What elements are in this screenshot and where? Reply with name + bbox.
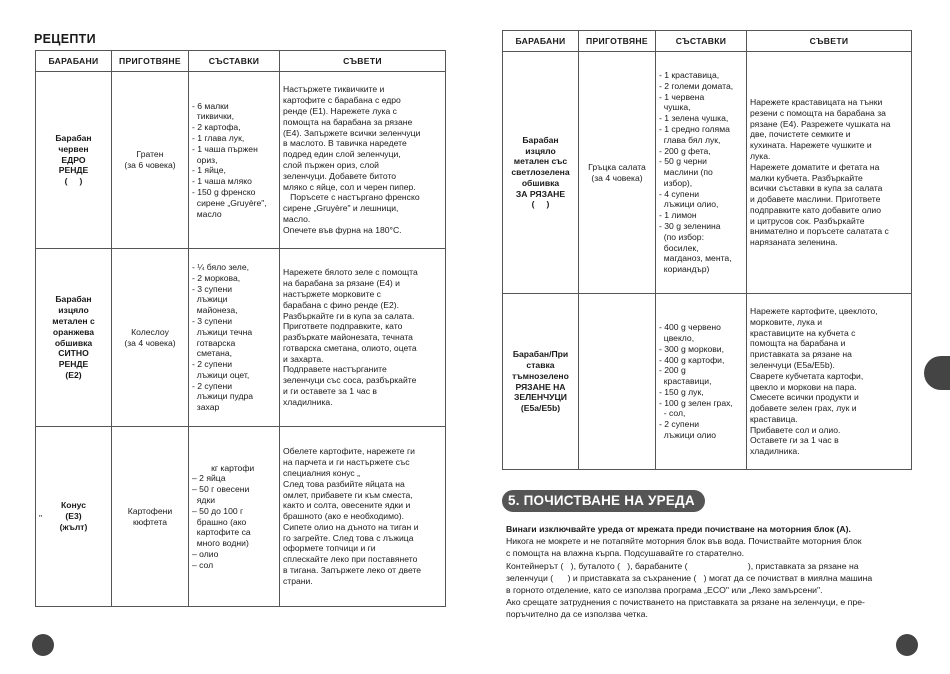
preparation-cell: Гратен (за 6 човека) bbox=[112, 72, 189, 249]
ingredients-cell: кг картофи – 2 яйца – 50 г овесени ядки – 50 до 100 г брашно (ако картофите са много водни) – олио – сол bbox=[189, 427, 280, 607]
cleaning-line: с помощта на влажна кърпа. Подсушавайте го старателно. bbox=[506, 548, 745, 559]
preparation-cell: Колеслоу (за 4 човека) bbox=[112, 249, 189, 427]
cleaning-line: в горното отделение, като се използва програма „ECO" или „Леко замърсени". bbox=[506, 585, 823, 596]
ingredients-cell: - 6 малки тиквички, - 2 картофа, - 1 глава лук, - 1 чаша пържен ориз, - 1 яйце, - 1 чаша мляко - 150 g френско сирене „Gruyère", масло bbox=[189, 72, 280, 249]
drum-cell: Барабан изцяло метален с оранжева обшивка СИТНО РЕНДЕ (E2) bbox=[36, 249, 112, 427]
header-tips: СЪВЕТИ bbox=[280, 51, 446, 72]
cleaning-line: Никога не мокрете и не потапяйте моторния блок във вода. Почиствайте моторния блок bbox=[506, 536, 862, 547]
header-preparation: ПРИГОТВЯНЕ bbox=[112, 51, 189, 72]
header-preparation: ПРИГОТВЯНЕ bbox=[579, 31, 656, 52]
header-ingredients: СЪСТАВКИ bbox=[189, 51, 280, 72]
recipes-table-right bbox=[502, 30, 912, 470]
table-row bbox=[36, 427, 446, 607]
recipes-table-left bbox=[35, 50, 446, 607]
header-tips: СЪВЕТИ bbox=[747, 31, 912, 52]
cleaning-instructions bbox=[506, 523, 916, 621]
ingredients-cell: - 1 краставица, - 2 големи домата, - 1 червена чушка, - 1 зелена чушка, - 1 средно голяма глава бял лук, - 200 g фета, - 50 g черни маслини (по избор), - 4 супени лъжици олио, - 1 лимон - 30 g зеленина (по избор: босилек, магданоз, мента, кориандър) bbox=[656, 52, 747, 294]
drum-cell: Барабан червен ЕДРО РЕНДЕ ( ) bbox=[36, 72, 112, 249]
page-title: РЕЦЕПТИ bbox=[34, 32, 96, 46]
header-drums: БАРАБАНИ bbox=[36, 51, 112, 72]
cleaning-line: Ако срещате затруднения с почистването на приставката за рязане на зеленчуци, е пре- bbox=[506, 597, 865, 608]
preparation-cell bbox=[579, 294, 656, 470]
cleaning-warning: Винаги изключвайте уреда от мрежата преди почистване на моторния блок (A). bbox=[506, 524, 851, 534]
cleaning-line: Контейнерът ( ), буталото ( ), барабаните ( ), приставката за рязане на bbox=[506, 560, 859, 571]
table-row bbox=[503, 52, 912, 294]
cleaning-line: поръчително да се използва четка. bbox=[506, 609, 648, 620]
drum-cell: Барабан/При ставка тъмнозелено РЯЗАНЕ НА ЗЕЛЕНЧУЦИ (E5a/E5b) bbox=[503, 294, 579, 470]
tips-cell: Нарежете картофите, цвеклото, морковите, лука и краставиците на кубчета с помощта на барабана и приставката за рязане на зеленчуци (E5a/E5b). Сварете кубчетата картофи, цвекло и моркови на пара. Смесете всички продукти и добавете зелен грах, лук и краставица. Прибавете сол и олио. Оставете ги за 1 час в хладилника. bbox=[747, 294, 912, 470]
cleaning-line: зеленчуци ( ) и приставката за съхранение ( ) могат да се почистват в миялна машина bbox=[506, 572, 873, 583]
table-row bbox=[503, 294, 912, 470]
tips-cell: Нарежете краставицата на тънки резени с помощта на барабана за рязане (E4). Разрежете чушката на две, почистете семките и кухината. Нарежете чушките и лука. Нарежете доматите и фетата на малки кубчета. Разбъркайте всички съставки в купа за салата и добавете маслини. Пригответе подправките като добавите олио и цитрусов сок. Разбъркайте внимателно и поръсете салатата с нарязаната зеленина. bbox=[747, 52, 912, 294]
drum-cell: " Конус (E3) (жълт) bbox=[36, 427, 112, 607]
preparation-cell: Картофени кюфтета bbox=[112, 427, 189, 607]
ingredients-cell: - 400 g червено цвекло, - 300 g моркови, - 400 g картофи, - 200 g краставици, - 150 g лук, - 100 g зелен грах, - сол, - 2 супени лъжици олио bbox=[656, 294, 747, 470]
preparation-cell: Гръцка салата (за 4 човека) bbox=[579, 52, 656, 294]
table-row bbox=[36, 72, 446, 249]
tips-cell: Обелете картофите, нарежете ги на парчета и ги настържете със специалния конус „ След това разбийте яйцата на омлет, прибавете ги към сместа, както и солта, овесените ядки и брашното (ако е необходимо). Сипете олио на дъното на тиган и го загрейте. След това с лъжица оформете топчици и ги сплескайте леко при поставянето в тигана. Запържете леко от двете страни. bbox=[280, 427, 446, 607]
ingredients-cell: - ¼ бяло зеле, - 2 моркова, - 3 супени лъжици майонеза, - 3 супени лъжици течна готварска сметана, - 2 супени лъжици оцет, - 2 супени лъжици пудра захар bbox=[189, 249, 280, 427]
quote-mark: " bbox=[39, 513, 43, 523]
page-marker-right bbox=[896, 634, 918, 656]
section-title: 5. ПОЧИСТВАНЕ НА УРЕДА bbox=[502, 490, 705, 512]
drum-cell: Барабан изцяло метален със светлозелена обшивка ЗА РЯЗАНЕ ( ) bbox=[503, 52, 579, 294]
page-marker-left bbox=[32, 634, 54, 656]
page-tab-marker bbox=[924, 356, 950, 390]
header-ingredients: СЪСТАВКИ bbox=[656, 31, 747, 52]
tips-cell: Нарежете бялото зеле с помощта на барабана за рязане (E4) и настържете морковите с барабана с фино ренде (E2). Разбъркайте ги в купа за салата. Пригответе подправките, като разбъркате майонезата, течната готварска сметана, олиото, оцета и захарта. Подправете настърганите зеленчуци със соса, разбъркайте и ги оставете за 1 час в хладилника. bbox=[280, 249, 446, 427]
table-row bbox=[36, 249, 446, 427]
tips-cell: Настържете тиквичките и картофите с барабана с едро ренде (E1). Нарежете лука с помощта на барабана за рязане (E4). Запържете всички зеленчуци в маслото. В тавичка наредете подред един слой зеленчуци, слой пържен ориз, слой зеленчуци. Добавете битото мляко с яйце, сол и черен пипер. Поръсете с настъргано френско сирене „Gruyère" и лешници, масло. Опечете във фурна на 180°C. bbox=[280, 72, 446, 249]
header-drums: БАРАБАНИ bbox=[503, 31, 579, 52]
